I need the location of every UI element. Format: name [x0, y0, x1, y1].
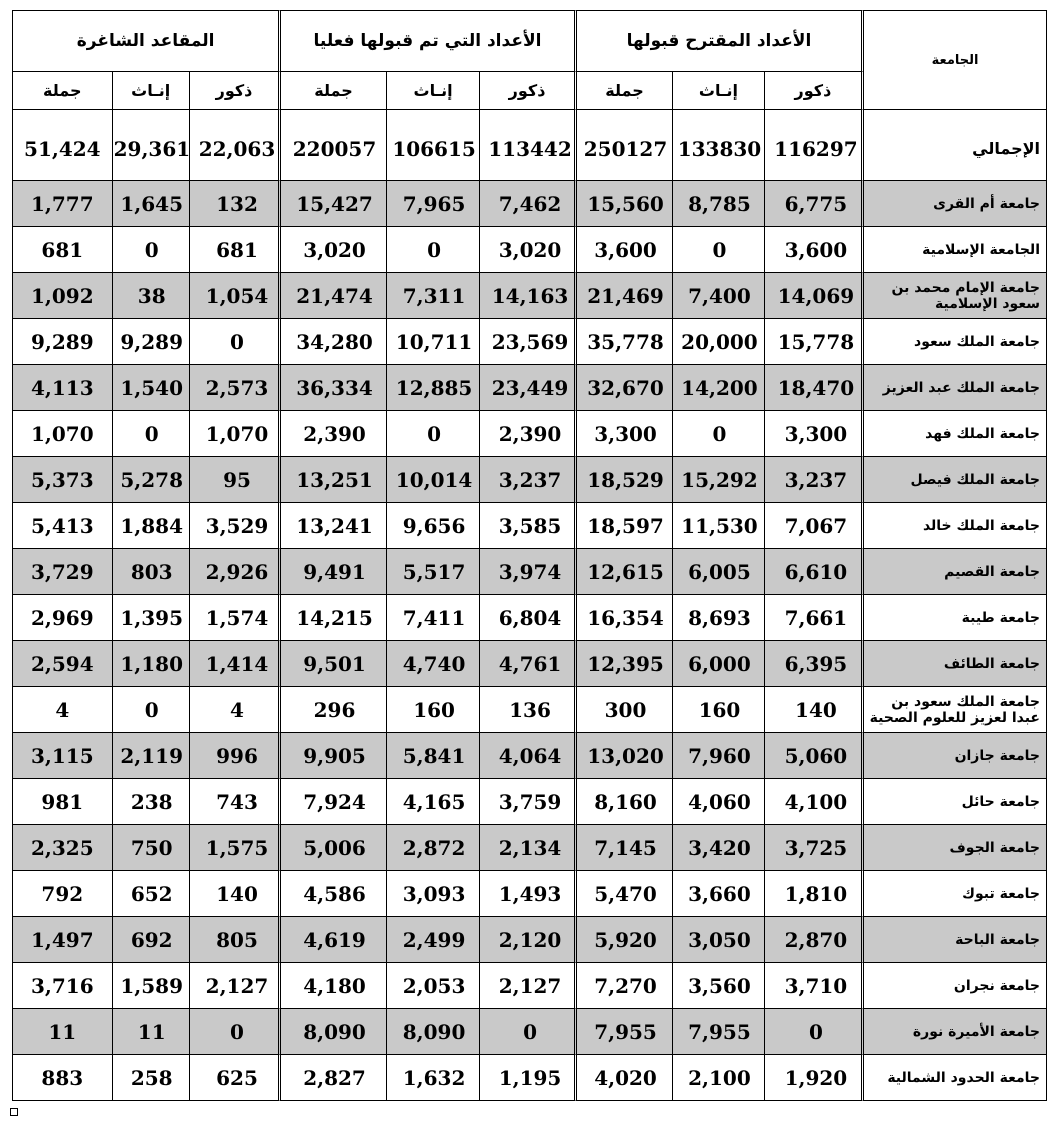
value-cell-v-f: 0 — [113, 227, 190, 273]
university-name-cell: جامعة حائل — [864, 779, 1047, 825]
value-cell-a-t: 9,905 — [281, 733, 387, 779]
table-anchor-marker — [10, 1108, 18, 1116]
table-body — [12, 110, 1047, 1101]
value-cell-v-f: 9,289 — [113, 319, 190, 365]
value-cell-v-t: 883 — [12, 1055, 113, 1101]
value-cell-v-m: 1,054 — [190, 273, 281, 319]
value-cell-p-m: 7,661 — [765, 595, 865, 641]
value-cell-p-t: 7,955 — [577, 1009, 673, 1055]
value-cell-v-t: 5,373 — [12, 457, 113, 503]
value-cell-p-m: 6,775 — [765, 181, 865, 227]
university-name-cell: جامعة الجوف — [864, 825, 1047, 871]
value-cell-v-m: 996 — [190, 733, 281, 779]
value-cell-p-m: 14,069 — [765, 273, 865, 319]
value-cell-a-t: 220057 — [281, 118, 387, 181]
value-cell-v-f: 0 — [113, 687, 190, 733]
value-cell-v-m: 2,127 — [190, 963, 281, 1009]
value-cell-p-f: 3,420 — [673, 825, 764, 871]
value-cell-v-f: 1,589 — [113, 963, 190, 1009]
value-cell-a-f: 7,311 — [387, 273, 480, 319]
table-row — [12, 549, 1047, 595]
value-cell-p-m: 140 — [765, 687, 865, 733]
value-cell-a-f: 0 — [387, 227, 480, 273]
university-name-cell: جامعة الحدود الشمالية — [864, 1055, 1047, 1101]
university-name-cell: جامعة طيبة — [864, 595, 1047, 641]
value-cell-p-f: 2,100 — [673, 1055, 764, 1101]
value-cell-p-f: 6,005 — [673, 549, 764, 595]
value-cell-a-m: 23,569 — [480, 319, 576, 365]
value-cell-v-m: 0 — [190, 1009, 281, 1055]
value-cell-p-f: 8,785 — [673, 181, 764, 227]
value-cell-v-f: 1,395 — [113, 595, 190, 641]
value-cell-a-f: 1,632 — [387, 1055, 480, 1101]
value-cell-a-m: 136 — [480, 687, 576, 733]
value-cell-p-t: 16,354 — [577, 595, 673, 641]
value-cell-v-t: 1,070 — [12, 411, 113, 457]
value-cell-p-m: 4,100 — [765, 779, 865, 825]
value-cell-a-m: 3,974 — [480, 549, 576, 595]
university-name-cell: جامعة نجران — [864, 963, 1047, 1009]
proposed-total-header: جملة — [577, 72, 673, 110]
value-cell-v-t: 3,716 — [12, 963, 113, 1009]
value-cell-v-m: 805 — [190, 917, 281, 963]
total-row — [12, 118, 1047, 181]
value-cell-p-t: 7,145 — [577, 825, 673, 871]
value-cell-p-f: 20,000 — [673, 319, 764, 365]
value-cell-v-t: 1,777 — [12, 181, 113, 227]
value-cell-p-t: 13,020 — [577, 733, 673, 779]
value-cell-a-m: 14,163 — [480, 273, 576, 319]
value-cell-p-f: 11,530 — [673, 503, 764, 549]
value-cell-a-m: 1,195 — [480, 1055, 576, 1101]
value-cell-a-t: 13,251 — [281, 457, 387, 503]
value-cell-p-f: 4,060 — [673, 779, 764, 825]
vacant-total-header: جملة — [12, 72, 113, 110]
value-cell-a-t: 9,501 — [281, 641, 387, 687]
university-name-cell: جامعة القصيم — [864, 549, 1047, 595]
value-cell-a-f: 160 — [387, 687, 480, 733]
table-row — [12, 411, 1047, 457]
value-cell-v-m: 4 — [190, 687, 281, 733]
value-cell-p-t: 12,615 — [577, 549, 673, 595]
value-cell-p-t: 3,300 — [577, 411, 673, 457]
value-cell-v-f: 38 — [113, 273, 190, 319]
value-cell-v-f: 258 — [113, 1055, 190, 1101]
header-row-groups — [12, 10, 1047, 72]
table-row — [12, 825, 1047, 871]
value-cell-v-t: 5,413 — [12, 503, 113, 549]
university-name-cell: الإجمالي — [864, 118, 1047, 181]
value-cell-a-t: 13,241 — [281, 503, 387, 549]
table-row — [12, 687, 1047, 733]
value-cell-a-t: 7,924 — [281, 779, 387, 825]
value-cell-a-m: 3,759 — [480, 779, 576, 825]
value-cell-a-t: 36,334 — [281, 365, 387, 411]
value-cell-v-m: 625 — [190, 1055, 281, 1101]
value-cell-a-t: 2,827 — [281, 1055, 387, 1101]
value-cell-a-m: 4,064 — [480, 733, 576, 779]
table-row — [12, 319, 1047, 365]
admissions-table-container — [12, 10, 1047, 1107]
proposed-group-header: الأعداد المقترح قبولها — [577, 10, 864, 72]
value-cell-p-t: 15,560 — [577, 181, 673, 227]
university-name-cell: جامعة تبوك — [864, 871, 1047, 917]
university-name-cell: جامعة الملك فيصل — [864, 457, 1047, 503]
value-cell-a-f: 2,499 — [387, 917, 480, 963]
value-cell-p-m: 1,920 — [765, 1055, 865, 1101]
admissions-table — [12, 10, 1047, 1101]
value-cell-v-m: 2,926 — [190, 549, 281, 595]
value-cell-a-m: 3,585 — [480, 503, 576, 549]
value-cell-p-t: 7,270 — [577, 963, 673, 1009]
value-cell-a-m: 7,462 — [480, 181, 576, 227]
value-cell-v-m: 2,573 — [190, 365, 281, 411]
table-row — [12, 181, 1047, 227]
value-cell-p-t: 250127 — [577, 118, 673, 181]
value-cell-v-t: 9,289 — [12, 319, 113, 365]
value-cell-v-f: 1,884 — [113, 503, 190, 549]
value-cell-p-t: 12,395 — [577, 641, 673, 687]
value-cell-v-t: 51,424 — [12, 118, 113, 181]
table-row — [12, 733, 1047, 779]
value-cell-a-t: 2,390 — [281, 411, 387, 457]
value-cell-v-m: 1,574 — [190, 595, 281, 641]
value-cell-p-f: 3,050 — [673, 917, 764, 963]
value-cell-v-m: 3,529 — [190, 503, 281, 549]
value-cell-a-f: 0 — [387, 411, 480, 457]
value-cell-a-t: 14,215 — [281, 595, 387, 641]
university-name-cell: جامعة الباحة — [864, 917, 1047, 963]
university-name-cell: جامعة الإمام محمد بن سعود الإسلامية — [864, 273, 1047, 319]
value-cell-a-m: 3,237 — [480, 457, 576, 503]
value-cell-p-m: 3,600 — [765, 227, 865, 273]
value-cell-v-f: 750 — [113, 825, 190, 871]
value-cell-p-m: 6,610 — [765, 549, 865, 595]
value-cell-v-t: 11 — [12, 1009, 113, 1055]
value-cell-v-f: 11 — [113, 1009, 190, 1055]
value-cell-a-t: 15,427 — [281, 181, 387, 227]
value-cell-p-f: 160 — [673, 687, 764, 733]
value-cell-v-f: 5,278 — [113, 457, 190, 503]
vacant-female-header: إنـاث — [113, 72, 190, 110]
value-cell-a-f: 10,014 — [387, 457, 480, 503]
value-cell-a-m: 2,134 — [480, 825, 576, 871]
university-column-header: الجامعة — [864, 10, 1047, 110]
value-cell-v-m: 22,063 — [190, 118, 281, 181]
value-cell-a-f: 9,656 — [387, 503, 480, 549]
value-cell-p-m: 1,810 — [765, 871, 865, 917]
value-cell-v-t: 4 — [12, 687, 113, 733]
value-cell-p-f: 7,955 — [673, 1009, 764, 1055]
value-cell-v-m: 1,070 — [190, 411, 281, 457]
proposed-male-header: ذكور — [765, 72, 865, 110]
value-cell-a-t: 9,491 — [281, 549, 387, 595]
value-cell-a-f: 5,517 — [387, 549, 480, 595]
value-cell-a-m: 2,127 — [480, 963, 576, 1009]
value-cell-v-f: 1,180 — [113, 641, 190, 687]
value-cell-a-m: 113442 — [480, 118, 576, 181]
table-row — [12, 503, 1047, 549]
value-cell-p-f: 15,292 — [673, 457, 764, 503]
university-name-cell: جامعة الأميرة نورة — [864, 1009, 1047, 1055]
value-cell-v-f: 652 — [113, 871, 190, 917]
value-cell-v-f: 2,119 — [113, 733, 190, 779]
value-cell-a-f: 4,740 — [387, 641, 480, 687]
value-cell-v-m: 1,575 — [190, 825, 281, 871]
value-cell-v-m: 140 — [190, 871, 281, 917]
university-name-cell: جامعة الملك سعود — [864, 319, 1047, 365]
value-cell-v-t: 3,729 — [12, 549, 113, 595]
value-cell-v-t: 1,497 — [12, 917, 113, 963]
table-row — [12, 595, 1047, 641]
value-cell-v-m: 681 — [190, 227, 281, 273]
value-cell-p-t: 18,597 — [577, 503, 673, 549]
university-name-cell: جامعة الملك فهد — [864, 411, 1047, 457]
value-cell-a-t: 8,090 — [281, 1009, 387, 1055]
university-name-cell: الجامعة الإسلامية — [864, 227, 1047, 273]
value-cell-v-m: 1,414 — [190, 641, 281, 687]
value-cell-p-m: 5,060 — [765, 733, 865, 779]
value-cell-v-f: 692 — [113, 917, 190, 963]
value-cell-a-t: 5,006 — [281, 825, 387, 871]
value-cell-a-m: 0 — [480, 1009, 576, 1055]
value-cell-p-f: 0 — [673, 227, 764, 273]
value-cell-p-t: 4,020 — [577, 1055, 673, 1101]
value-cell-a-f: 5,841 — [387, 733, 480, 779]
spacer-row — [12, 110, 1047, 118]
value-cell-v-t: 792 — [12, 871, 113, 917]
value-cell-a-m: 2,390 — [480, 411, 576, 457]
value-cell-a-t: 4,586 — [281, 871, 387, 917]
value-cell-v-f: 1,540 — [113, 365, 190, 411]
value-cell-p-m: 3,237 — [765, 457, 865, 503]
value-cell-p-m: 18,470 — [765, 365, 865, 411]
value-cell-p-t: 32,670 — [577, 365, 673, 411]
value-cell-a-f: 10,711 — [387, 319, 480, 365]
table-row — [12, 641, 1047, 687]
value-cell-a-t: 4,180 — [281, 963, 387, 1009]
value-cell-p-t: 300 — [577, 687, 673, 733]
value-cell-p-f: 8,693 — [673, 595, 764, 641]
table-row — [12, 365, 1047, 411]
university-name-cell: جامعة جازان — [864, 733, 1047, 779]
value-cell-p-m: 7,067 — [765, 503, 865, 549]
value-cell-p-m: 15,778 — [765, 319, 865, 365]
value-cell-v-f: 1,645 — [113, 181, 190, 227]
proposed-female-header: إنـاث — [673, 72, 764, 110]
value-cell-a-f: 7,965 — [387, 181, 480, 227]
value-cell-p-t: 8,160 — [577, 779, 673, 825]
value-cell-v-m: 743 — [190, 779, 281, 825]
value-cell-v-t: 981 — [12, 779, 113, 825]
value-cell-a-t: 296 — [281, 687, 387, 733]
value-cell-p-m: 6,395 — [765, 641, 865, 687]
value-cell-p-f: 7,400 — [673, 273, 764, 319]
value-cell-p-t: 3,600 — [577, 227, 673, 273]
value-cell-v-t: 3,115 — [12, 733, 113, 779]
value-cell-p-m: 3,300 — [765, 411, 865, 457]
accepted-total-header: جملة — [281, 72, 387, 110]
value-cell-v-m: 95 — [190, 457, 281, 503]
value-cell-v-t: 2,969 — [12, 595, 113, 641]
value-cell-p-t: 5,470 — [577, 871, 673, 917]
value-cell-a-f: 106615 — [387, 118, 480, 181]
university-name-cell: جامعة الطائف — [864, 641, 1047, 687]
value-cell-a-f: 3,093 — [387, 871, 480, 917]
value-cell-v-f: 0 — [113, 411, 190, 457]
vacant-group-header: المقاعد الشاغرة — [12, 10, 281, 72]
table-row — [12, 871, 1047, 917]
value-cell-a-m: 23,449 — [480, 365, 576, 411]
value-cell-a-t: 21,474 — [281, 273, 387, 319]
university-name-cell: جامعة الملك خالد — [864, 503, 1047, 549]
table-row — [12, 963, 1047, 1009]
value-cell-a-f: 2,872 — [387, 825, 480, 871]
value-cell-a-f: 7,411 — [387, 595, 480, 641]
value-cell-v-f: 803 — [113, 549, 190, 595]
value-cell-v-t: 2,594 — [12, 641, 113, 687]
value-cell-p-m: 3,710 — [765, 963, 865, 1009]
accepted-female-header: إنـاث — [387, 72, 480, 110]
value-cell-v-t: 2,325 — [12, 825, 113, 871]
value-cell-a-t: 4,619 — [281, 917, 387, 963]
value-cell-p-f: 6,000 — [673, 641, 764, 687]
value-cell-p-f: 14,200 — [673, 365, 764, 411]
value-cell-p-t: 35,778 — [577, 319, 673, 365]
value-cell-p-f: 3,660 — [673, 871, 764, 917]
value-cell-v-t: 681 — [12, 227, 113, 273]
table-row — [12, 917, 1047, 963]
table-row — [12, 1055, 1047, 1101]
value-cell-v-m: 132 — [190, 181, 281, 227]
value-cell-p-m: 116297 — [765, 118, 865, 181]
value-cell-a-t: 3,020 — [281, 227, 387, 273]
table-row — [12, 779, 1047, 825]
value-cell-v-f: 238 — [113, 779, 190, 825]
value-cell-a-m: 6,804 — [480, 595, 576, 641]
table-row — [12, 457, 1047, 503]
value-cell-p-t: 18,529 — [577, 457, 673, 503]
table-row — [12, 1009, 1047, 1055]
value-cell-v-t: 4,113 — [12, 365, 113, 411]
table-row — [12, 273, 1047, 319]
value-cell-p-m: 3,725 — [765, 825, 865, 871]
value-cell-v-f: 29,361 — [113, 118, 190, 181]
vacant-male-header: ذكور — [190, 72, 281, 110]
table-row — [12, 227, 1047, 273]
value-cell-a-f: 4,165 — [387, 779, 480, 825]
value-cell-a-m: 1,493 — [480, 871, 576, 917]
value-cell-p-f: 133830 — [673, 118, 764, 181]
value-cell-p-m: 0 — [765, 1009, 865, 1055]
university-name-cell: جامعة الملك سعود بن عبدا لعزيز للعلوم الصحية — [864, 687, 1047, 733]
value-cell-p-m: 2,870 — [765, 917, 865, 963]
university-name-cell: جامعة الملك عبد العزيز — [864, 365, 1047, 411]
value-cell-a-t: 34,280 — [281, 319, 387, 365]
value-cell-v-m: 0 — [190, 319, 281, 365]
value-cell-a-m: 3,020 — [480, 227, 576, 273]
value-cell-p-f: 0 — [673, 411, 764, 457]
value-cell-a-f: 12,885 — [387, 365, 480, 411]
university-name-cell: جامعة أم القرى — [864, 181, 1047, 227]
value-cell-p-t: 5,920 — [577, 917, 673, 963]
accepted-group-header: الأعداد التي تم قبولها فعليا — [281, 10, 577, 72]
value-cell-p-f: 3,560 — [673, 963, 764, 1009]
value-cell-p-f: 7,960 — [673, 733, 764, 779]
value-cell-v-t: 1,092 — [12, 273, 113, 319]
accepted-male-header: ذكور — [480, 72, 576, 110]
value-cell-a-m: 4,761 — [480, 641, 576, 687]
value-cell-a-m: 2,120 — [480, 917, 576, 963]
value-cell-a-f: 8,090 — [387, 1009, 480, 1055]
value-cell-a-f: 2,053 — [387, 963, 480, 1009]
value-cell-p-t: 21,469 — [577, 273, 673, 319]
